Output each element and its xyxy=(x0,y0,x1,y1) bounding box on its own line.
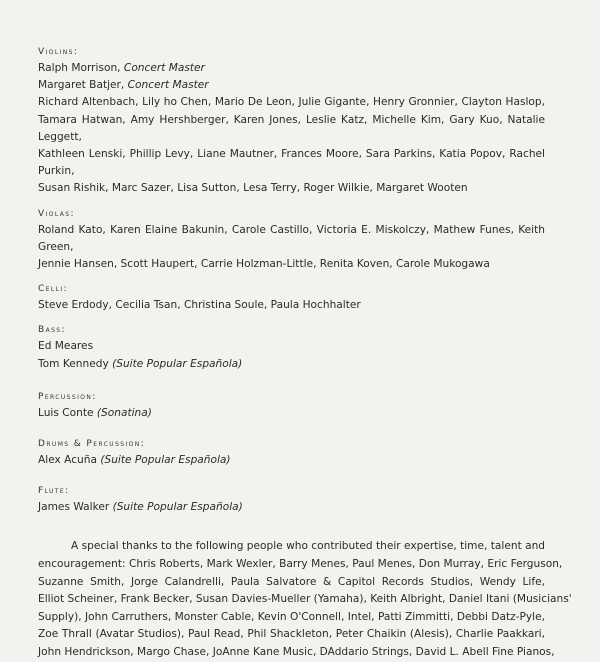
percussion-name: Luis Conte xyxy=(38,406,94,419)
violins-names xyxy=(38,94,545,197)
violins-line: Kathleen Lenski, Phillip Levy, Liane Mautner, Frances Moore, Sara Parkins, Katia Popov, Rachel Purkin, xyxy=(38,148,545,178)
principal-2 xyxy=(38,77,545,94)
principal-1-role: Concert Master xyxy=(123,62,205,74)
bass-line-2-name: Tom Kennedy xyxy=(38,357,109,370)
percussion-work: (Sonatina) xyxy=(96,406,152,419)
drums-line xyxy=(38,452,545,469)
violas-line: Roland Kato, Karen Elaine Bakunin, Carole Castillo, Victoria E. Miskolczy, Mathew Funes, Keith Green, xyxy=(38,223,545,253)
flute-section xyxy=(38,484,545,516)
percussion-heading: Percussion: xyxy=(38,391,97,402)
flute-line xyxy=(38,499,545,516)
drums-heading: Drums & Percussion: xyxy=(38,439,146,450)
violins-line: Susan Rishik, Marc Sazer, Lisa Sutton, Lesa Terry, Roger Wilkie, Margaret Wooten xyxy=(38,182,468,195)
bass-section xyxy=(38,323,545,372)
celli-section xyxy=(38,282,545,314)
flute-work: (Suite Popular Española) xyxy=(112,501,243,514)
violins-line: Richard Altenbach, Lily ho Chen, Mario De Leon, Julie Gigante, Henry Gronnier, Clayton Haslop, xyxy=(38,96,545,109)
violins-line: Tamara Hatwan, Amy Hershberger, Karen Jones, Leslie Katz, Michelle Kim, Gary Kuo, Natalie Leggett, xyxy=(38,113,545,143)
acknowledgements-line: encouragement: Chris Roberts, Mark Wexler, Barry Menes, Paul Menes, Don Murray, Eric Ferguson, xyxy=(38,558,563,571)
violas-heading: Violas: xyxy=(38,208,75,219)
bass-line-1: Ed Meares xyxy=(38,340,94,353)
acknowledgements-line: John Hendrickson, Margo Chase, JoAnne Kane Music, DAddario Strings, David L. Abell Fine Pianos, xyxy=(38,646,555,659)
bass-line-2-work: (Suite Popular Española) xyxy=(112,357,243,370)
acknowledgements-line: Suzanne Smith, Jorge Calandrelli, Paula Salvatore & Capitol Records Studios, Wendy Life, xyxy=(38,575,545,588)
acknowledgements-line: Zoe Thrall (Avatar Studios), Paul Read, Phil Shackleton, Peter Chaikin (Alesis), Charlie Paakkari, xyxy=(38,628,545,641)
drums-name: Alex Acuña xyxy=(38,454,97,467)
acknowledgements-line: Supply), John Carruthers, Monster Cable, Kevin O'Connell, Intel, Patti Zimmitti, Debbi Datz-Pyle, xyxy=(38,610,545,623)
principal-1-name: Ralph Morrison, xyxy=(38,62,121,74)
percussion-section xyxy=(38,390,545,422)
drums-work: (Suite Popular Española) xyxy=(100,454,231,467)
violins-section xyxy=(38,45,545,198)
percussion-line xyxy=(38,405,545,422)
drums-section xyxy=(38,437,545,469)
principal-1 xyxy=(38,60,545,77)
acknowledgements-line: Elliot Scheiner, Frank Becker, Susan Davies-Mueller (Yamaha), Keith Albright, Daniel Itani (Musicians' xyxy=(38,593,572,606)
bass-heading: Bass: xyxy=(38,325,66,336)
bass-line-2 xyxy=(38,356,545,373)
celli-heading: Celli: xyxy=(38,284,68,295)
principal-2-name: Margaret Batjer, xyxy=(38,79,125,92)
violins-heading: Violins: xyxy=(38,47,79,57)
principal-2-role: Concert Master xyxy=(127,79,209,92)
violas-names xyxy=(38,222,545,274)
violas-section xyxy=(38,207,545,274)
flute-name: James Walker xyxy=(38,501,110,514)
flute-heading: Flute: xyxy=(38,486,70,497)
acknowledgements-line: A special thanks to the following people who contributed their expertise, time, talent and xyxy=(71,540,546,553)
acknowledgements-paragraph xyxy=(38,538,572,661)
celli-line: Steve Erdody, Cecilia Tsan, Christina Soule, Paula Hochhalter xyxy=(38,299,361,312)
violas-line: Jennie Hansen, Scott Haupert, Carrie Holzman-Little, Renita Koven, Carole Mukogawa xyxy=(38,258,490,271)
